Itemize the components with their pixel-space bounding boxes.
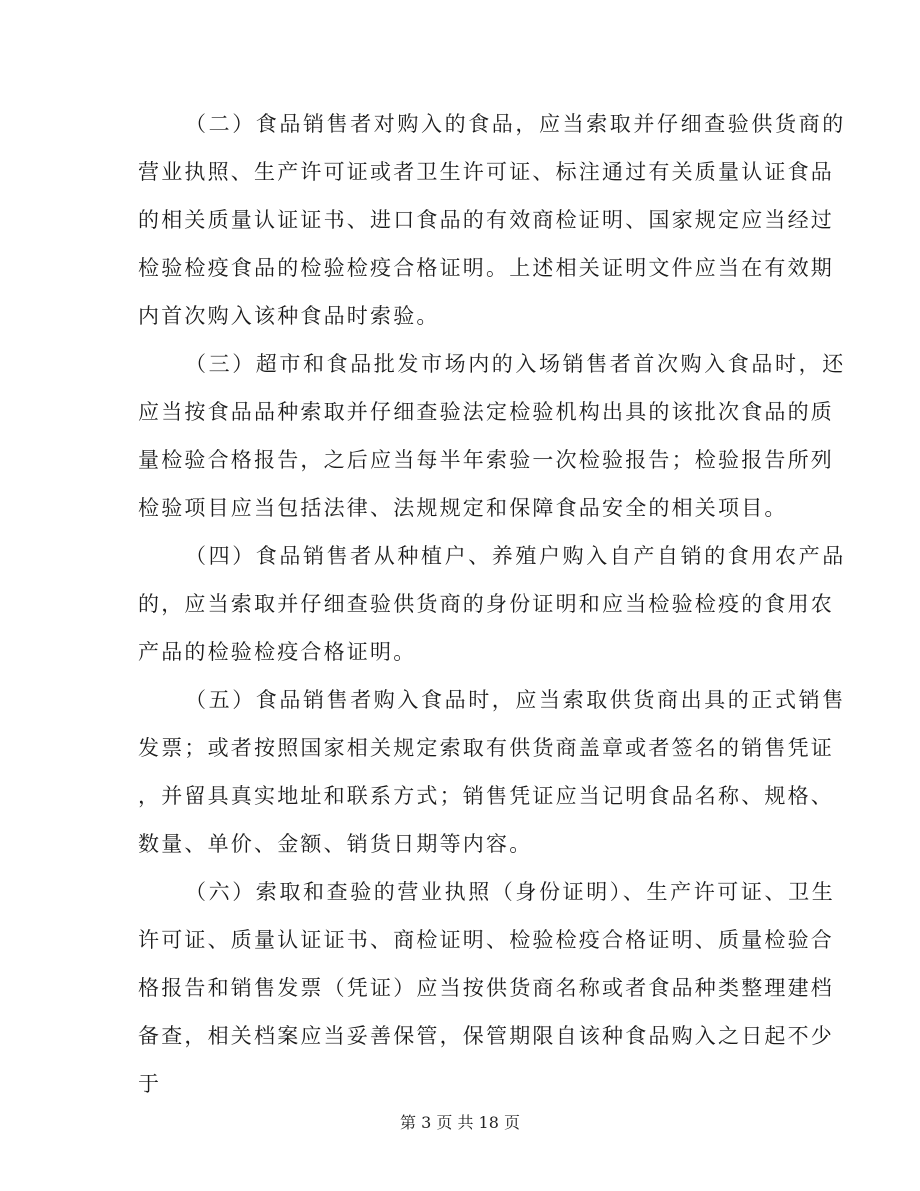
- text-line: （三）超市和食品批发市场内的入场销售者首次购入食品时，还: [185, 352, 846, 376]
- text-line: 营业执照、生产许可证或者卫生许可证、标注通过有关质量认证食品: [138, 160, 834, 184]
- text-line: 备查，相关档案应当妥善保管，保管期限自该种食品购入之日起不少: [138, 1024, 834, 1048]
- text-line: 的相关质量认证证书、进口食品的有效商检证明、国家规定应当经过: [138, 208, 834, 232]
- text-line: 内首次购入该种食品时索验。: [138, 304, 440, 328]
- text-line: 检验项目应当包括法律、法规规定和保障食品安全的相关项目。: [138, 496, 788, 520]
- text-line: 量检验合格报告，之后应当每半年索验一次检验报告；检验报告所列: [138, 448, 834, 472]
- text-line: 发票；或者按照国家相关规定索取有供货商盖章或者签名的销售凭证: [138, 736, 834, 760]
- text-line: 应当按食品品种索取并仔细查验法定检验机构出具的该批次食品的质: [138, 400, 834, 424]
- text-line: （五）食品销售者购入食品时，应当索取供货商出具的正式销售: [185, 688, 846, 712]
- text-line: 数量、单价、金额、销货日期等内容。: [138, 832, 533, 856]
- text-line: ，并留具真实地址和联系方式；销售凭证应当记明食品名称、规格、: [138, 784, 834, 808]
- text-line: 检验检疫食品的检验检疫合格证明。上述相关证明文件应当在有效期: [138, 256, 834, 280]
- page-number-footer: 第 3 页 共 18 页: [400, 1113, 520, 1132]
- text-line: 格报告和销售发票（凭证）应当按供货商名称或者食品种类整理建档: [138, 976, 834, 1000]
- text-line: （六）索取和查验的营业执照（身份证明）、生产许可证、卫生: [185, 880, 836, 904]
- text-line: （四）食品销售者从种植户、养殖户购入自产自销的食用农产品: [185, 544, 846, 568]
- text-line: 产品的检验检疫合格证明。: [138, 640, 417, 664]
- text-line: （二）食品销售者对购入的食品，应当索取并仔细查验供货商的: [185, 112, 846, 136]
- text-line: 许可证、质量认证证书、商检证明、检验检疫合格证明、质量检验合: [138, 928, 834, 952]
- text-line: 于: [138, 1072, 162, 1096]
- text-line: 的，应当索取并仔细查验供货商的身份证明和应当检验检疫的食用农: [138, 592, 834, 616]
